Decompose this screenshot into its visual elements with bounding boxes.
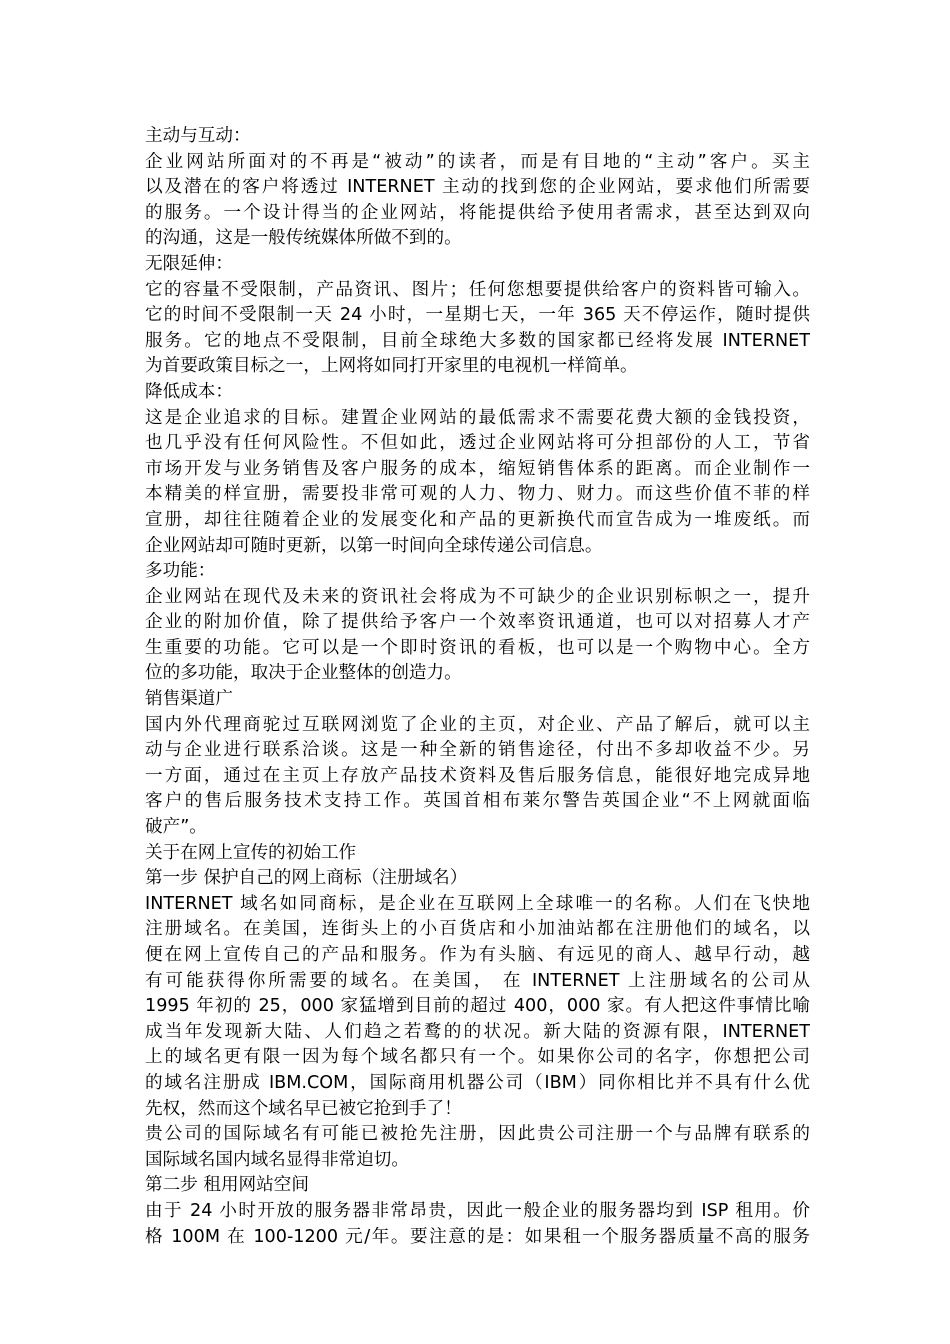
body-line: 企业的附加价值，除了提供给予客户一个效率资讯通道，也可以对招募人才产 <box>145 612 810 633</box>
body-line: 企业网站在现代及未来的资讯社会将成为不可缺少的企业识别标帜之一，提升 <box>145 586 810 607</box>
section-heading: 降低成本： <box>145 381 233 402</box>
body-line: 上的域名更有限一因为每个域名都只有一个。如果你公司的名字，你想把公司 <box>145 1047 810 1068</box>
body-line: 它的时间不受限制一天 24 小时，一星期七天，一年 365 天不停运作，随时提供 <box>145 305 810 326</box>
section-heading: 无限延伸： <box>145 253 233 274</box>
body-line: 客户的售后服务技术支持工作。英国首相布莱尔警告英国企业“不上网就面临 <box>145 791 810 812</box>
body-line: 国内外代理商驼过互联网浏览了企业的主页，对企业、产品了解后，就可以主 <box>145 714 810 735</box>
section-heading: 关于在网上宣传的初始工作 <box>145 842 357 863</box>
body-line: 贵公司的国际域名有可能已被抢先注册，因此贵公司注册一个与品牌有联系的 <box>145 1124 810 1145</box>
body-line: 国际域名国内域名显得非常迫切。 <box>145 1149 409 1170</box>
body-line: 的沟通，这是一般传统媒体所做不到的。 <box>145 228 462 249</box>
section-heading: 销售渠道广 <box>145 689 233 710</box>
body-line: 以及潜在的客户将透过 INTERNET 主动的找到您的企业网站，要求他们所需要 <box>145 177 810 198</box>
body-line: 市场开发与业务销售及客户服务的成本，缩短销售体系的距离。而企业制作一 <box>145 458 810 479</box>
body-line: 这是企业追求的目标。建置企业网站的最低需求不需要花费大额的金钱投资， <box>145 407 810 428</box>
body-line: 1995 年初的 25，000 家猛增到目前的超过 400，000 家。有人把这件事情比喻 <box>145 996 810 1017</box>
body-line: 格 100M 在 100-1200 元/年。要注意的是：如果租一个服务器质量不高的服务 <box>145 1226 810 1247</box>
body-line: 也几乎没有任何风险性。不但如此，透过企业网站将可分担部份的人工，节省 <box>145 433 810 454</box>
body-line: 为首要政策目标之一，上网将如同打开家里的电视机一样简单。 <box>145 356 638 377</box>
body-line: 它的容量不受限制，产品资讯、图片；任何您想要提供给客户的资料皆可输入。 <box>145 279 810 300</box>
body-line: 生重要的功能。它可以是一个即时资讯的看板，也可以是一个购物中心。全方 <box>145 637 810 658</box>
body-line: 企业网站却可随时更新，以第一时间向全球传递公司信息。 <box>145 535 603 556</box>
body-line: 服务。它的地点不受限制，目前全球绝大多数的国家都已经将发展 INTERNET <box>145 330 810 351</box>
section-heading: 多功能： <box>145 561 216 582</box>
section-heading: 第一步 保护自己的网上商标（注册域名） <box>145 868 468 889</box>
document-page <box>145 124 810 1250</box>
body-line: 的域名注册成 IBM.COM，国际商用机器公司（IBM）同你相比并不具有什么优 <box>145 1072 810 1093</box>
section-heading: 第二步 租用网站空间 <box>145 1175 309 1196</box>
body-line: 成当年发现新大陆、人们趋之若鹜的的状况。新大陆的资源有限，INTERNET <box>145 1021 810 1042</box>
section-heading: 主动与互动： <box>145 126 251 146</box>
body-line: 的服务。一个设计得当的企业网站，将能提供给予使用者需求，甚至达到双向 <box>145 202 810 223</box>
body-line: 企业网站所面对的不再是“被动”的读者，而是有目地的“主动”客户。买主 <box>145 151 810 172</box>
body-line: 先权，然而这个域名早已被它抢到手了！ <box>145 1098 462 1119</box>
body-line: 注册域名。在美国，连街头上的小百货店和小加油站都在注册他们的域名，以 <box>145 919 810 940</box>
body-line: 便在网上宣传自己的产品和服务。作为有头脑、有远见的商人、越早行动，越 <box>145 945 810 965</box>
body-line: 宣册，却往往随着企业的发展变化和产品的更新换代而宣告成为一堆废纸。而 <box>145 509 810 530</box>
body-line: 位的多功能，取决于企业整体的创造力。 <box>145 663 462 684</box>
body-line: 破产”。 <box>145 817 207 838</box>
body-line: 动与企业进行联系洽谈。这是一种全新的销售途径，付出不多却收益不少。另 <box>145 740 810 761</box>
body-line: 由于 24 小时开放的服务器非常昂贵，因此一般企业的服务器均到 ISP 租用。价 <box>145 1200 810 1221</box>
body-line: 一方面，通过在主页上存放产品技术资料及售后服务信息，能很好地完成异地 <box>145 765 810 786</box>
body-line: INTERNET 域名如同商标，是企业在互联网上全球唯一的名称。人们在飞快地 <box>145 893 810 914</box>
body-line: 有可能获得你所需要的域名。在美国， 在 INTERNET 上注册域名的公司从 <box>145 970 810 991</box>
body-line: 本精美的样宣册，需要投非常可观的人力、物力、财力。而这些价值不菲的样 <box>145 484 810 505</box>
